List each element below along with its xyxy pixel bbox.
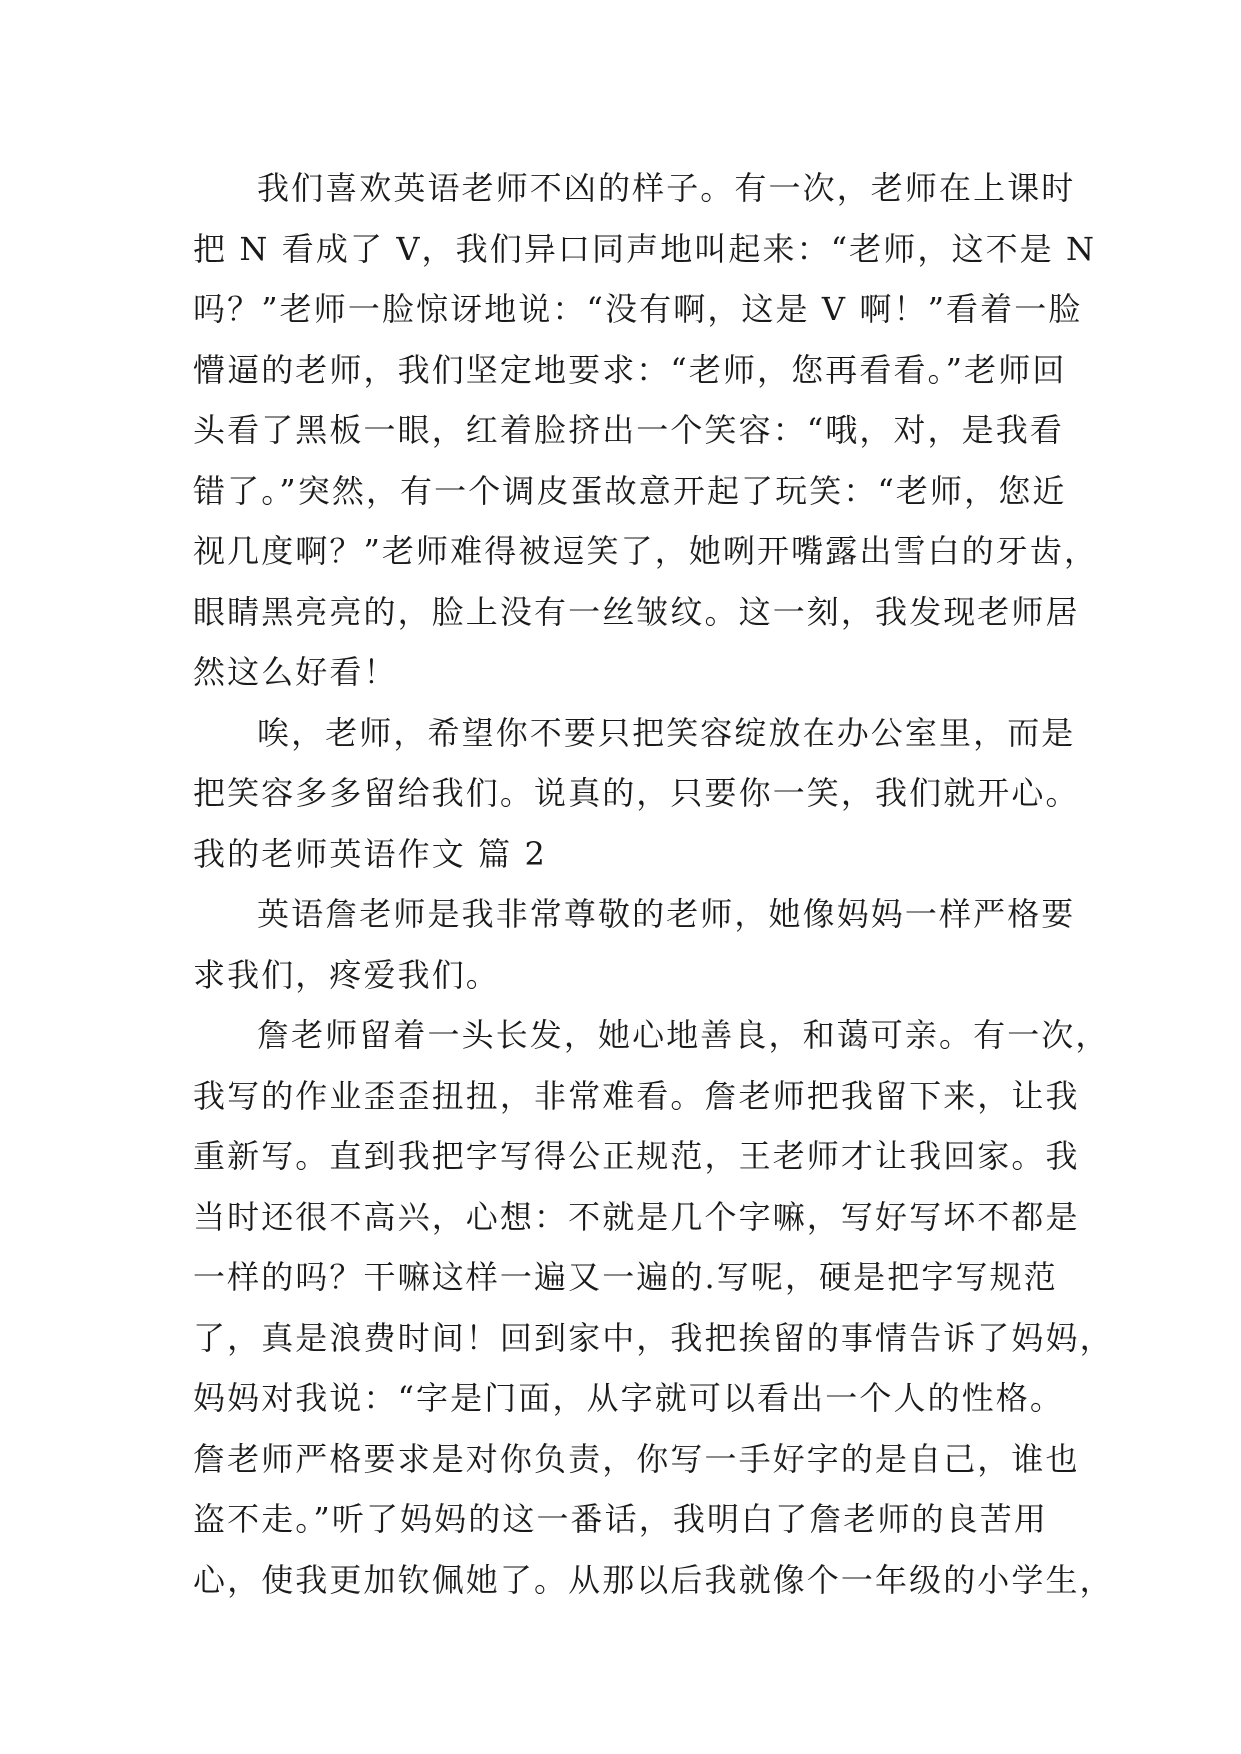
paragraph-line: 把 N 看成了 V，我们异口同声地叫起来：“老师，这不是 N	[193, 229, 1097, 268]
paragraph-line: 了，真是浪费时间！回到家中，我把挨留的事情告诉了妈妈，	[193, 1318, 1114, 1357]
paragraph-line: 英语詹老师是我非常尊敬的老师，她像妈妈一样严格要	[257, 895, 1076, 933]
paragraph-line: 我们喜欢英语老师不凶的样子。有一次，老师在上课时	[257, 169, 1076, 207]
paragraph-line: 视几度啊？”老师难得被逗笑了，她咧开嘴露出雪白的牙齿，	[193, 532, 1099, 570]
paragraph-line: 求我们，疼爱我们。	[193, 955, 500, 994]
section-heading: 我的老师英语作文 篇 2	[193, 834, 547, 873]
paragraph-line: 然这么好看！	[193, 653, 398, 691]
paragraph-line: 盗不走。”听了妈妈的这一番话，我明白了詹老师的良苦用	[193, 1500, 1048, 1538]
document-body	[193, 158, 1114, 1610]
paragraph-line: 妈妈对我说：“字是门面，从字就可以看出一个人的性格。	[193, 1379, 1064, 1417]
paragraph-line: 詹老师留着一头长发，她心地善良，和蔼可亲。有一次，	[257, 1016, 1110, 1054]
paragraph-line: 懵逼的老师，我们坚定地要求：“老师，您再看看。”老师回	[193, 350, 1067, 389]
paragraph-line: 头看了黑板一眼，红着脸挤出一个笑容：“哦，对，是我看	[193, 411, 1064, 449]
paragraph-line: 我写的作业歪歪扭扭，非常难看。詹老师把我留下来，让我	[193, 1076, 1080, 1115]
paragraph-line: 心，使我更加钦佩她了。从那以后我就像个一年级的小学生，	[193, 1560, 1114, 1599]
paragraph-line: 一样的吗？干嘛这样一遍又一遍的.写呢，硬是把字写规范	[193, 1258, 1058, 1296]
paragraph-line: 重新写。直到我把字写得公正规范，王老师才让我回家。我	[193, 1137, 1080, 1175]
paragraph-line: 詹老师严格要求是对你负责，你写一手好字的是自己，谁也	[193, 1439, 1080, 1478]
paragraph-line: 当时还很不高兴，心想：不就是几个字嘛，写好写坏不都是	[193, 1197, 1080, 1236]
paragraph-line: 眼睛黑亮亮的，脸上没有一丝皱纹。这一刻，我发现老师居	[193, 592, 1080, 631]
paragraph-line: 唉，老师，希望你不要只把笑容绽放在办公室里，而是	[257, 713, 1076, 752]
paragraph-line: 把笑容多多留给我们。说真的，只要你一笑，我们就开心。	[193, 774, 1080, 812]
paragraph-line: 错了。”突然，有一个调皮蛋故意开起了玩笑：“老师，您近	[193, 471, 1067, 510]
paragraph-line: 吗？”老师一脸惊讶地说：“没有啊，这是 V 啊！”看着一脸	[193, 290, 1083, 328]
